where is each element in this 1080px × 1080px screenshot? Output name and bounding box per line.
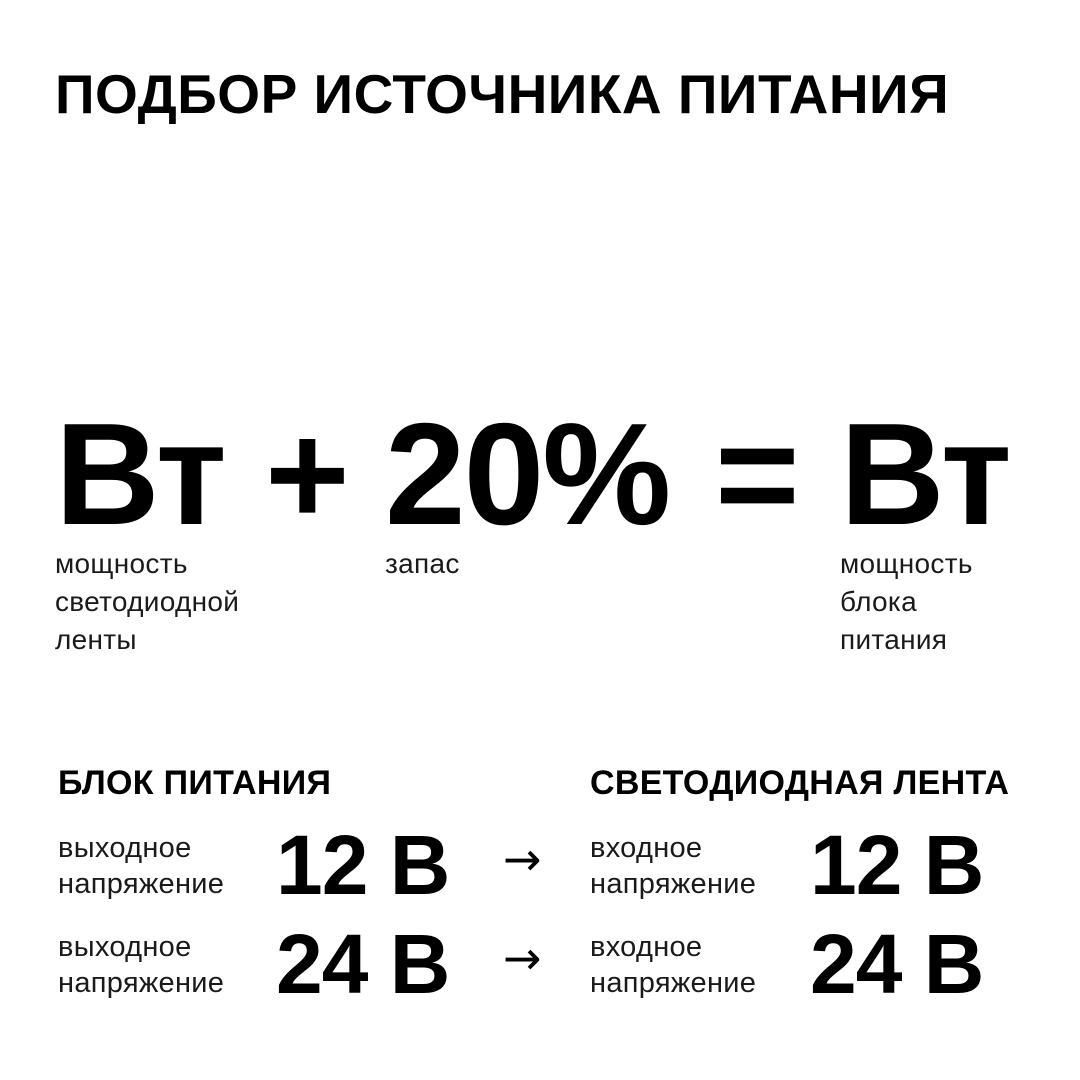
psu-power-unit: Вт	[840, 393, 1010, 555]
led-power-label: мощность светодиодной ленты	[55, 548, 240, 655]
led-strip-section-header: СВЕТОДИОДНАЯ ЛЕНТА	[590, 764, 1010, 802]
equals-sign: =	[715, 393, 798, 555]
right-arrow-icon: →	[503, 832, 542, 886]
strip-input-voltage-label: входное напряжение	[590, 832, 757, 900]
psu-output-voltage-label: выходное напряжение	[58, 832, 225, 900]
reserve-percent: 20%	[385, 393, 670, 555]
psu-output-voltage-value: 12 В	[276, 818, 450, 912]
psu-section-header: БЛОК ПИТАНИЯ	[58, 764, 332, 802]
power-formula	[55, 393, 1025, 662]
strip-input-voltage-label: входное напряжение	[590, 931, 757, 999]
plus-sign: +	[265, 393, 348, 555]
voltage-row-12v	[0, 818, 1080, 912]
psu-output-voltage-value: 24 В	[276, 917, 450, 1011]
psu-output-voltage-label: выходное напряжение	[58, 931, 225, 999]
right-arrow-icon: →	[503, 931, 542, 985]
formula-reserve-term	[385, 393, 670, 583]
reserve-label: запас	[385, 548, 460, 579]
strip-input-voltage-value: 12 В	[810, 818, 984, 912]
page-title: ПОДБОР ИСТОЧНИКА ПИТАНИЯ	[55, 63, 950, 125]
strip-input-voltage-value: 24 В	[810, 917, 984, 1011]
voltage-row-24v	[0, 917, 1080, 1011]
led-power-unit: Вт	[55, 393, 225, 555]
formula-psu-power-term	[840, 393, 1010, 659]
psu-power-label: мощность блока питания	[840, 548, 973, 655]
